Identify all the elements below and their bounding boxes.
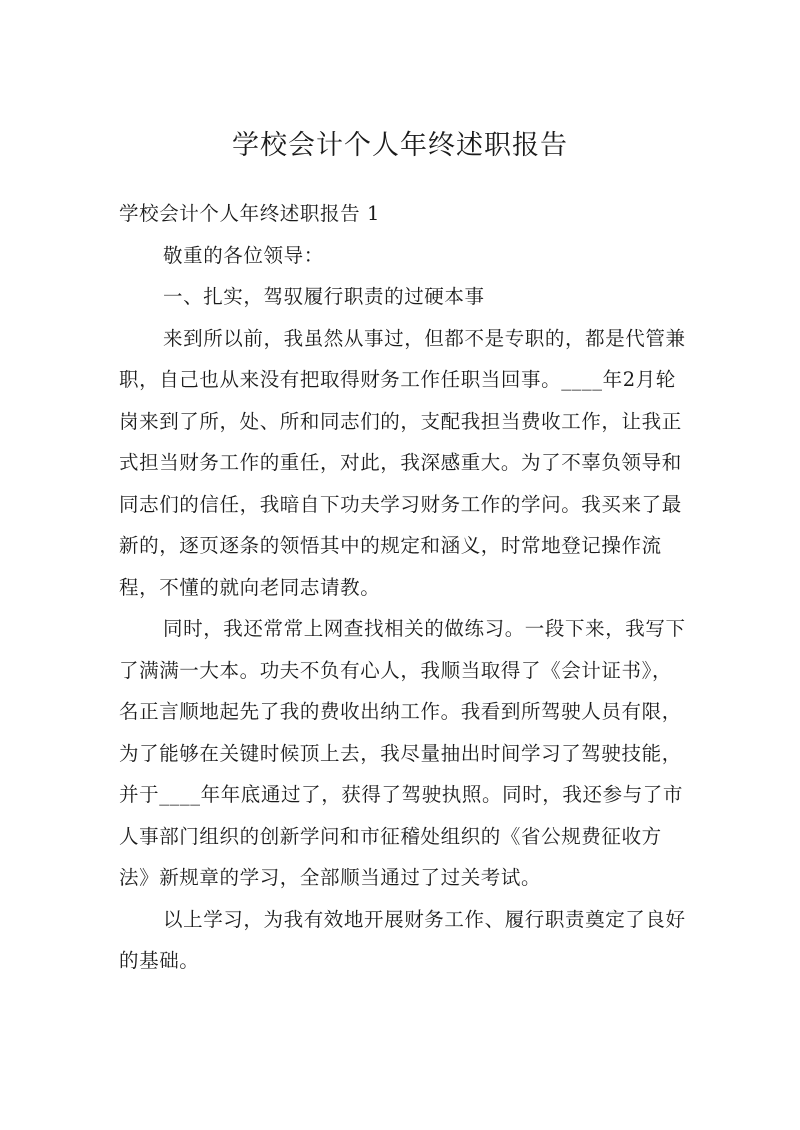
document-body [119,193,691,982]
document-title: 学校会计个人年终述职报告 [232,130,568,161]
greeting: 敬重的各位领导： [163,243,324,267]
paragraph-1: 来到所以前，我虽然从事过，但都不是专职的，都是代管兼职，自己也从来没有把取得财务工作任职当回事。____年2月轮岗来到了所，处、所和同志们的，支配我担当费收工作，让我正式担当财务工作的重任，对此，我深感重大。为了不辜负领导和同志们的信任，我暗自下功夫学习财务工作的学问。我买来了最新的，逐页逐条的领悟其中的规定和涵义，时常地登记操作流程，不懂的就向老同志请教。 [119,326,686,599]
report-subtitle: 学校会计个人年终述职报告 1 [119,202,381,225]
paragraph-2: 同时，我还常常上网查找相关的做练习。一段下来，我写下了满满一大本。功夫不负有心人，我顺当取得了《会计证书》，名正言顺地起先了我的费收出纳工作。我看到所驾驶人员有限，为了能够在关键时候顶上去，我尽量抽出时间学习了驾驶技能，并于____年年底通过了，获得了驾驶执照。同时，我还参与了市人事部门组织的创新学问和市征稽处组织的《省公规费征收方法》新规章的学习，全部顺当通过了过关考试。 [119,617,686,889]
section-heading: 一、扎实，驾驭履行职责的过硬本事 [163,285,485,308]
paragraph-3: 以上学习，为我有效地开展财务工作、履行职责奠定了良好的基础。 [119,907,686,972]
